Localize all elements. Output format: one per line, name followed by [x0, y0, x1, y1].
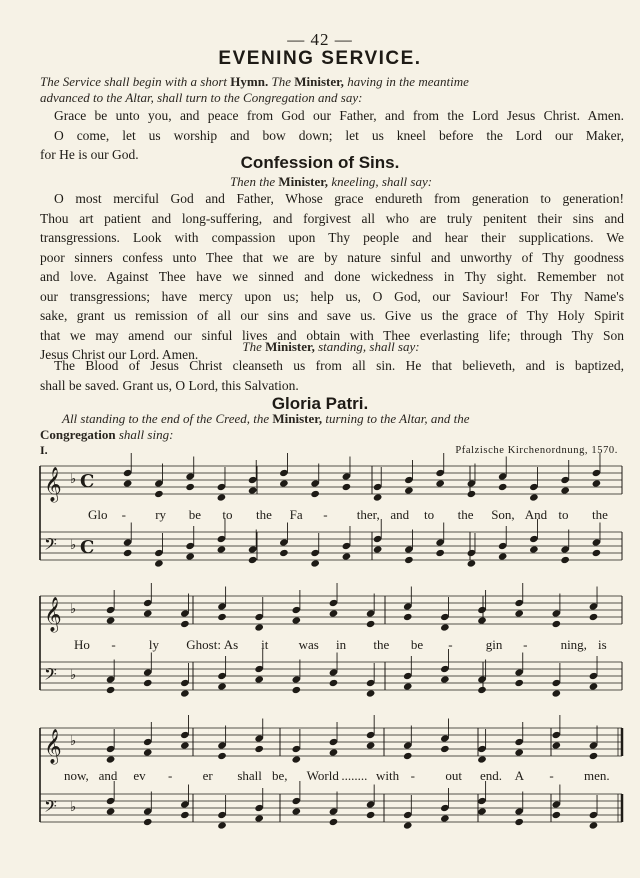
note-head [106, 616, 116, 624]
note-head [366, 689, 376, 697]
rubric-text: having in the meantime [343, 74, 469, 89]
rubric-text: advanced to the Altar, shall turn to the Congregation and say: [40, 90, 363, 105]
lyric-syllable: was [298, 637, 319, 652]
lyric-syllable: ly [148, 637, 159, 652]
note-head [552, 620, 562, 628]
note-head [185, 552, 195, 560]
lyric-syllable: ning, [560, 637, 587, 652]
lyric-syllable: be [188, 507, 202, 522]
note-head [467, 490, 477, 498]
lyric-syllable: er [202, 768, 213, 783]
note-head [440, 623, 450, 631]
note-head [373, 545, 383, 553]
note-head [143, 609, 153, 617]
note-head [217, 493, 227, 501]
note-head [477, 686, 487, 694]
note-head [477, 616, 487, 624]
note-head [254, 814, 264, 822]
note-head [498, 483, 508, 491]
lyric-syllable: - [111, 637, 116, 652]
rubric-bold: Minister, [272, 411, 323, 426]
note-head [279, 549, 289, 557]
note-head [217, 821, 227, 829]
note-head [292, 616, 302, 624]
bass-clef-icon: 𝄢 [44, 664, 57, 688]
note-head [217, 545, 227, 553]
treble-clef-icon: 𝄞 [44, 729, 62, 764]
note-head [592, 549, 602, 557]
note-head [329, 609, 339, 617]
note-head [106, 755, 116, 763]
note-head [514, 748, 524, 756]
note-head [254, 623, 264, 631]
lyric-syllable: the [373, 637, 390, 652]
note-head [403, 752, 413, 760]
note-head [217, 682, 227, 690]
lyric-syllable: Fa [289, 507, 303, 522]
confession-heading: Confession of Sins. [240, 153, 400, 172]
rubric-text: standing, shall say: [314, 339, 420, 354]
lyric-syllable: to [558, 507, 569, 522]
note-head [342, 483, 352, 491]
note-head [373, 493, 383, 501]
flat-sign-icon: ♭ [70, 472, 77, 487]
rubric-bold: Minister, [294, 74, 344, 89]
note-head [180, 620, 190, 628]
note-head [143, 748, 153, 756]
note-head [185, 483, 195, 491]
note-head [477, 755, 487, 763]
lyric-syllable: in [336, 637, 347, 652]
rubric-text: The [268, 74, 295, 89]
prose-line: Grace be unto you, and peace from God our Father, and from the Lord Jesus Christ. Amen. [54, 108, 624, 123]
note-head [529, 545, 539, 553]
note-head [279, 479, 289, 487]
lyric-syllable: ev [133, 768, 146, 783]
page-number: — 42 — [287, 30, 353, 49]
note-head [154, 559, 164, 567]
note-head [435, 479, 445, 487]
lyric-syllable: Ho [74, 637, 90, 652]
lyric-syllable: out [445, 768, 462, 783]
note-head [552, 811, 562, 819]
note-head [514, 679, 524, 687]
note-head [310, 490, 320, 498]
note-head [329, 818, 339, 826]
lyric-syllable: to [222, 507, 233, 522]
lyric-syllable: be, [272, 768, 288, 783]
rubric-bold: Minister, [265, 339, 315, 354]
lyric-syllable: - [448, 637, 453, 652]
lyric-syllable: men. [584, 768, 610, 783]
note-head [467, 559, 477, 567]
lyric-syllable: Glo [88, 507, 108, 522]
rubric-bold: Minister, [278, 174, 329, 189]
prose-line: O come, let us worship and bow down; let us kneel before the Lord our Maker, [54, 127, 624, 143]
bass-clef-icon: 𝄢 [44, 534, 57, 558]
note-head [403, 613, 413, 621]
note-head [552, 741, 562, 749]
note-head [254, 745, 264, 753]
note-head [477, 807, 487, 815]
note-head [143, 679, 153, 687]
lyric-syllable: with [376, 768, 400, 783]
prose-line: our transgressions; have mercy upon us; help us, O God, our Saviour! For Thy Name's [40, 288, 624, 304]
rubric-text: The [242, 339, 266, 354]
note-head [180, 689, 190, 697]
rubric-text: kneeling, shall say: [328, 174, 433, 189]
treble-clef-icon: 𝄞 [44, 467, 62, 502]
note-head [560, 556, 570, 564]
lyric-syllable: Ghost: [186, 637, 221, 652]
lyric-syllable: ........ [341, 768, 368, 783]
prose-line: that we may amend our sinful lives and obtain with Thee everlasting life; through Thy Son [40, 327, 624, 343]
note-head [589, 752, 599, 760]
note-head [180, 811, 190, 819]
note-head [329, 679, 339, 687]
flat-sign-icon: ♭ [70, 800, 77, 815]
note-head [106, 686, 116, 694]
prose-line: Jesus Christ our Lord. Amen. [40, 347, 199, 362]
note-head [366, 620, 376, 628]
rubric-text: Then the [229, 174, 279, 189]
lyric-syllable: it [261, 637, 269, 652]
prose-line: transgressions. Look with compassion upon Thy people and hear their supplications. We [40, 230, 624, 245]
prose-line: O most merciful God and Father, Whose grace endureth from generation to generation! [54, 191, 624, 206]
flat-sign-icon: ♭ [70, 602, 77, 617]
lyric-syllable: to [424, 507, 435, 522]
lyric-syllable: be [410, 637, 424, 652]
note-head [123, 549, 133, 557]
note-head [440, 745, 450, 753]
bass-clef-icon: 𝄢 [44, 796, 57, 820]
lyric-syllable: A [514, 768, 525, 783]
note-head [404, 556, 414, 564]
lyric-syllable: now, [64, 768, 89, 783]
note-head [435, 549, 445, 557]
note-head [143, 818, 153, 826]
prose-line: and love. Against Thee have we sinned and done wickedness in Thy sight. Remember not [40, 269, 624, 284]
rubric-text: turning to the Altar, and the [322, 411, 470, 426]
lyric-syllable: is [598, 637, 607, 652]
note-head [514, 818, 524, 826]
note-head [366, 811, 376, 819]
lyric-syllable: As [223, 637, 239, 652]
flat-sign-icon: ♭ [70, 734, 77, 749]
lyric-syllable: World [306, 768, 339, 783]
note-head [403, 682, 413, 690]
note-head [180, 741, 190, 749]
lyric-syllable: gin [485, 637, 503, 652]
rubric-bold: Hymn. [230, 74, 269, 89]
note-head [217, 613, 227, 621]
note-head [248, 556, 258, 564]
note-head [404, 486, 414, 494]
note-head [292, 755, 302, 763]
note-head [366, 741, 376, 749]
note-head [154, 490, 164, 498]
flat-sign-icon: ♭ [70, 668, 77, 683]
lyric-syllable: shall [237, 768, 262, 783]
prose-line: for He is our God. [40, 147, 139, 162]
note-head [292, 686, 302, 694]
prose-line: sake, grant us remission of all our sins and save us. Give us the grace of Thy Holy Spirit [40, 308, 624, 323]
lyric-syllable: the [592, 507, 608, 522]
rubric-bold: Congregation [40, 427, 116, 442]
note-head [254, 675, 264, 683]
lyric-syllable: the [457, 507, 474, 522]
lyric-syllable: - [323, 507, 328, 522]
note-head [403, 821, 413, 829]
prose-line: The Blood of Jesus Christ cleanseth us from all sin. He that believeth, and is baptized, [54, 358, 624, 373]
note-head [589, 821, 599, 829]
lyric-syllable: end. [480, 768, 503, 783]
note-head [106, 807, 116, 815]
gloria-heading: Gloria Patri. [271, 394, 369, 413]
note-head [514, 609, 524, 617]
lyric-syllable: - [168, 768, 173, 783]
composer-credit: Pfalzische Kirchenordnung, 1570. [455, 445, 618, 456]
lyric-syllable: Son, [491, 507, 515, 522]
rubric-text: shall sing: [115, 427, 174, 442]
lyric-syllable: - [121, 507, 126, 522]
common-time-icon: C [80, 537, 95, 558]
note-head [329, 748, 339, 756]
prose-line: shall be saved. Grant us, O Lord, this Salvation. [40, 377, 299, 393]
note-head [248, 486, 258, 494]
prose-line: poor sinners confess unto Thee that we are by nature sinful and unworthy of Thy goodness [40, 249, 624, 265]
note-head [440, 814, 450, 822]
note-head [552, 689, 562, 697]
note-head [498, 552, 508, 560]
note-head [310, 559, 320, 567]
note-head [440, 675, 450, 683]
prose-line: Thou art patient and long-suffering, and forgivest all who are truly penitent their sins and [40, 210, 624, 226]
lyric-syllable: ther, [356, 507, 380, 522]
note-head [592, 479, 602, 487]
lyric-syllable: - [523, 637, 528, 652]
lyric-syllable: and [98, 768, 118, 783]
lyric-syllable: the [256, 507, 272, 522]
common-time-icon: C [80, 471, 95, 492]
treble-clef-icon: 𝄞 [44, 597, 62, 632]
note-head [589, 613, 599, 621]
lyric-syllable: - [549, 768, 554, 783]
note-head [529, 493, 539, 501]
verse-number: I. [40, 443, 48, 457]
rubric-text: The Service shall begin with a short [40, 74, 231, 89]
note-head [589, 682, 599, 690]
lyric-syllable: and [390, 507, 410, 522]
rubric-text: All standing to the end of the Creed, the [62, 411, 273, 426]
note-head [342, 552, 352, 560]
note-head [292, 807, 302, 815]
lyric-syllable: ry [155, 507, 167, 522]
note-head [560, 486, 570, 494]
lyric-syllable: And [524, 507, 548, 522]
note-head [123, 479, 133, 487]
note-head [217, 752, 227, 760]
page-title: EVENING SERVICE. [218, 48, 422, 69]
lyric-syllable: - [410, 768, 415, 783]
flat-sign-icon: ♭ [70, 538, 77, 553]
